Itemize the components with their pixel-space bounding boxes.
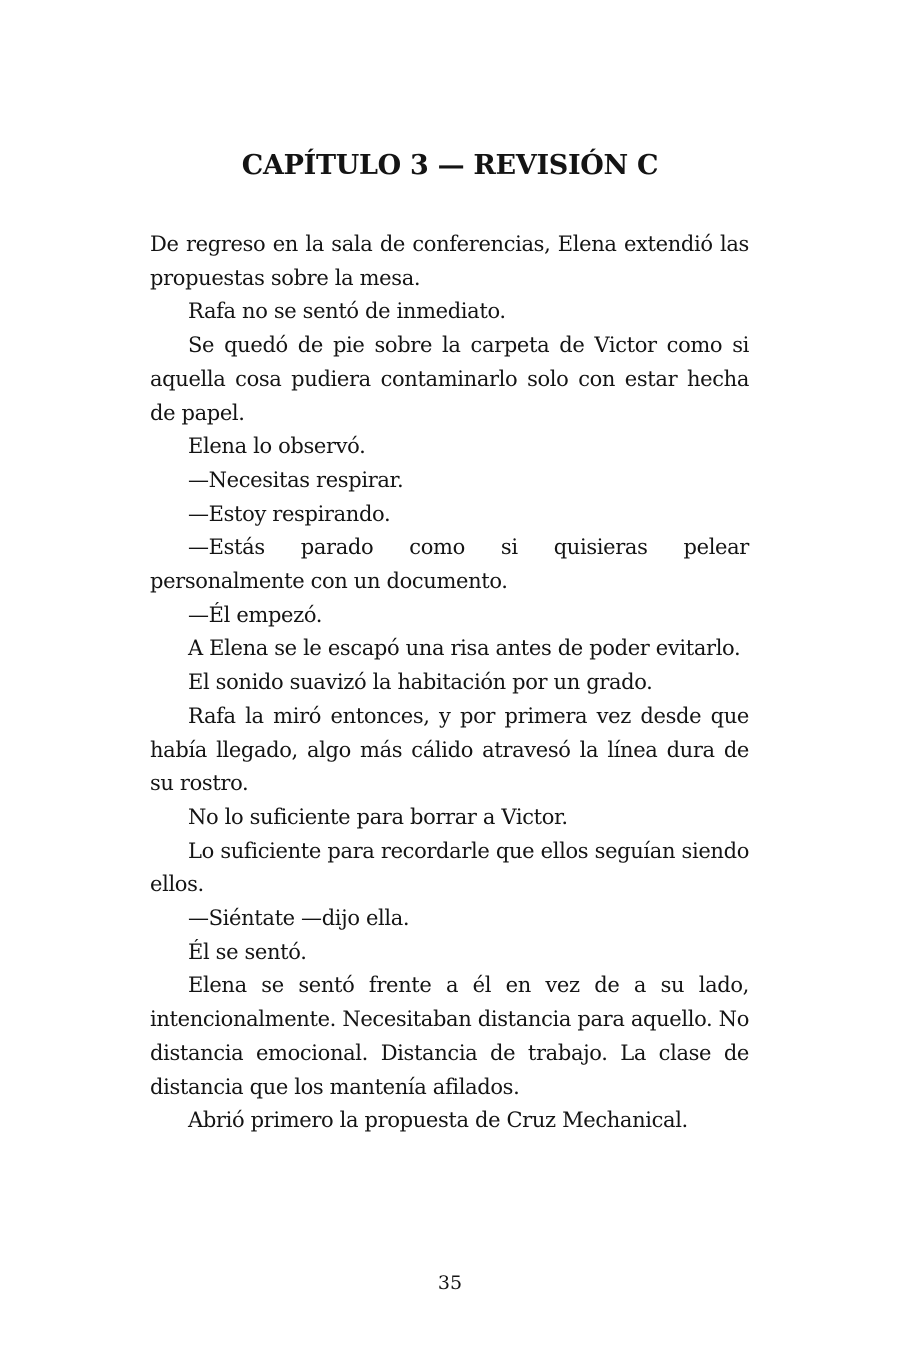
paragraph: De regreso en la sala de conferencias, Elena extendió las propuestas sobre la mesa. [150, 232, 749, 290]
chapter-title: CAPÍTULO 3 — REVISIÓN C [241, 150, 659, 181]
paragraph: —Estoy respirando. [188, 501, 391, 526]
paragraph: A Elena se le escapó una risa antes de poder evitarlo. [188, 636, 741, 661]
paragraph: —Él empezó. [188, 602, 323, 627]
paragraph: —Necesitas respirar. [188, 467, 404, 492]
paragraph: —Estás parado como si quisieras pelear personalmente con un documento. [150, 535, 749, 594]
paragraph: Rafa no se sentó de inmediato. [188, 299, 506, 324]
paragraph: El sonido suavizó la habitación por un grado. [188, 670, 653, 695]
paragraph: Lo suficiente para recordarle que ellos seguían siendo ellos. [150, 838, 749, 897]
page-number: 35 [437, 1272, 463, 1294]
chapter-body [150, 228, 749, 1138]
paragraph: No lo suficiente para borrar a Victor. [188, 804, 568, 829]
paragraph: Él se sentó. [188, 939, 307, 964]
paragraph: —Siéntate —dijo ella. [188, 906, 410, 931]
paragraph: Abrió primero la propuesta de Cruz Mechanical. [188, 1108, 688, 1133]
paragraph: Rafa la miró entonces, y por primera vez desde que había llegado, algo más cálido atravesó la línea dura de su rostro. [150, 703, 749, 796]
paragraph: Elena se sentó frente a él en vez de a su lado, intencionalmente. Necesitaban distancia para aquello. No distancia emocional. Distancia de trabajo. La clase de distancia que los mantenía afilados. [150, 973, 749, 1099]
paragraph: Elena lo observó. [188, 434, 366, 459]
paragraph: Se quedó de pie sobre la carpeta de Victor como si aquella cosa pudiera contaminarlo solo con estar hecha de papel. [150, 333, 749, 425]
